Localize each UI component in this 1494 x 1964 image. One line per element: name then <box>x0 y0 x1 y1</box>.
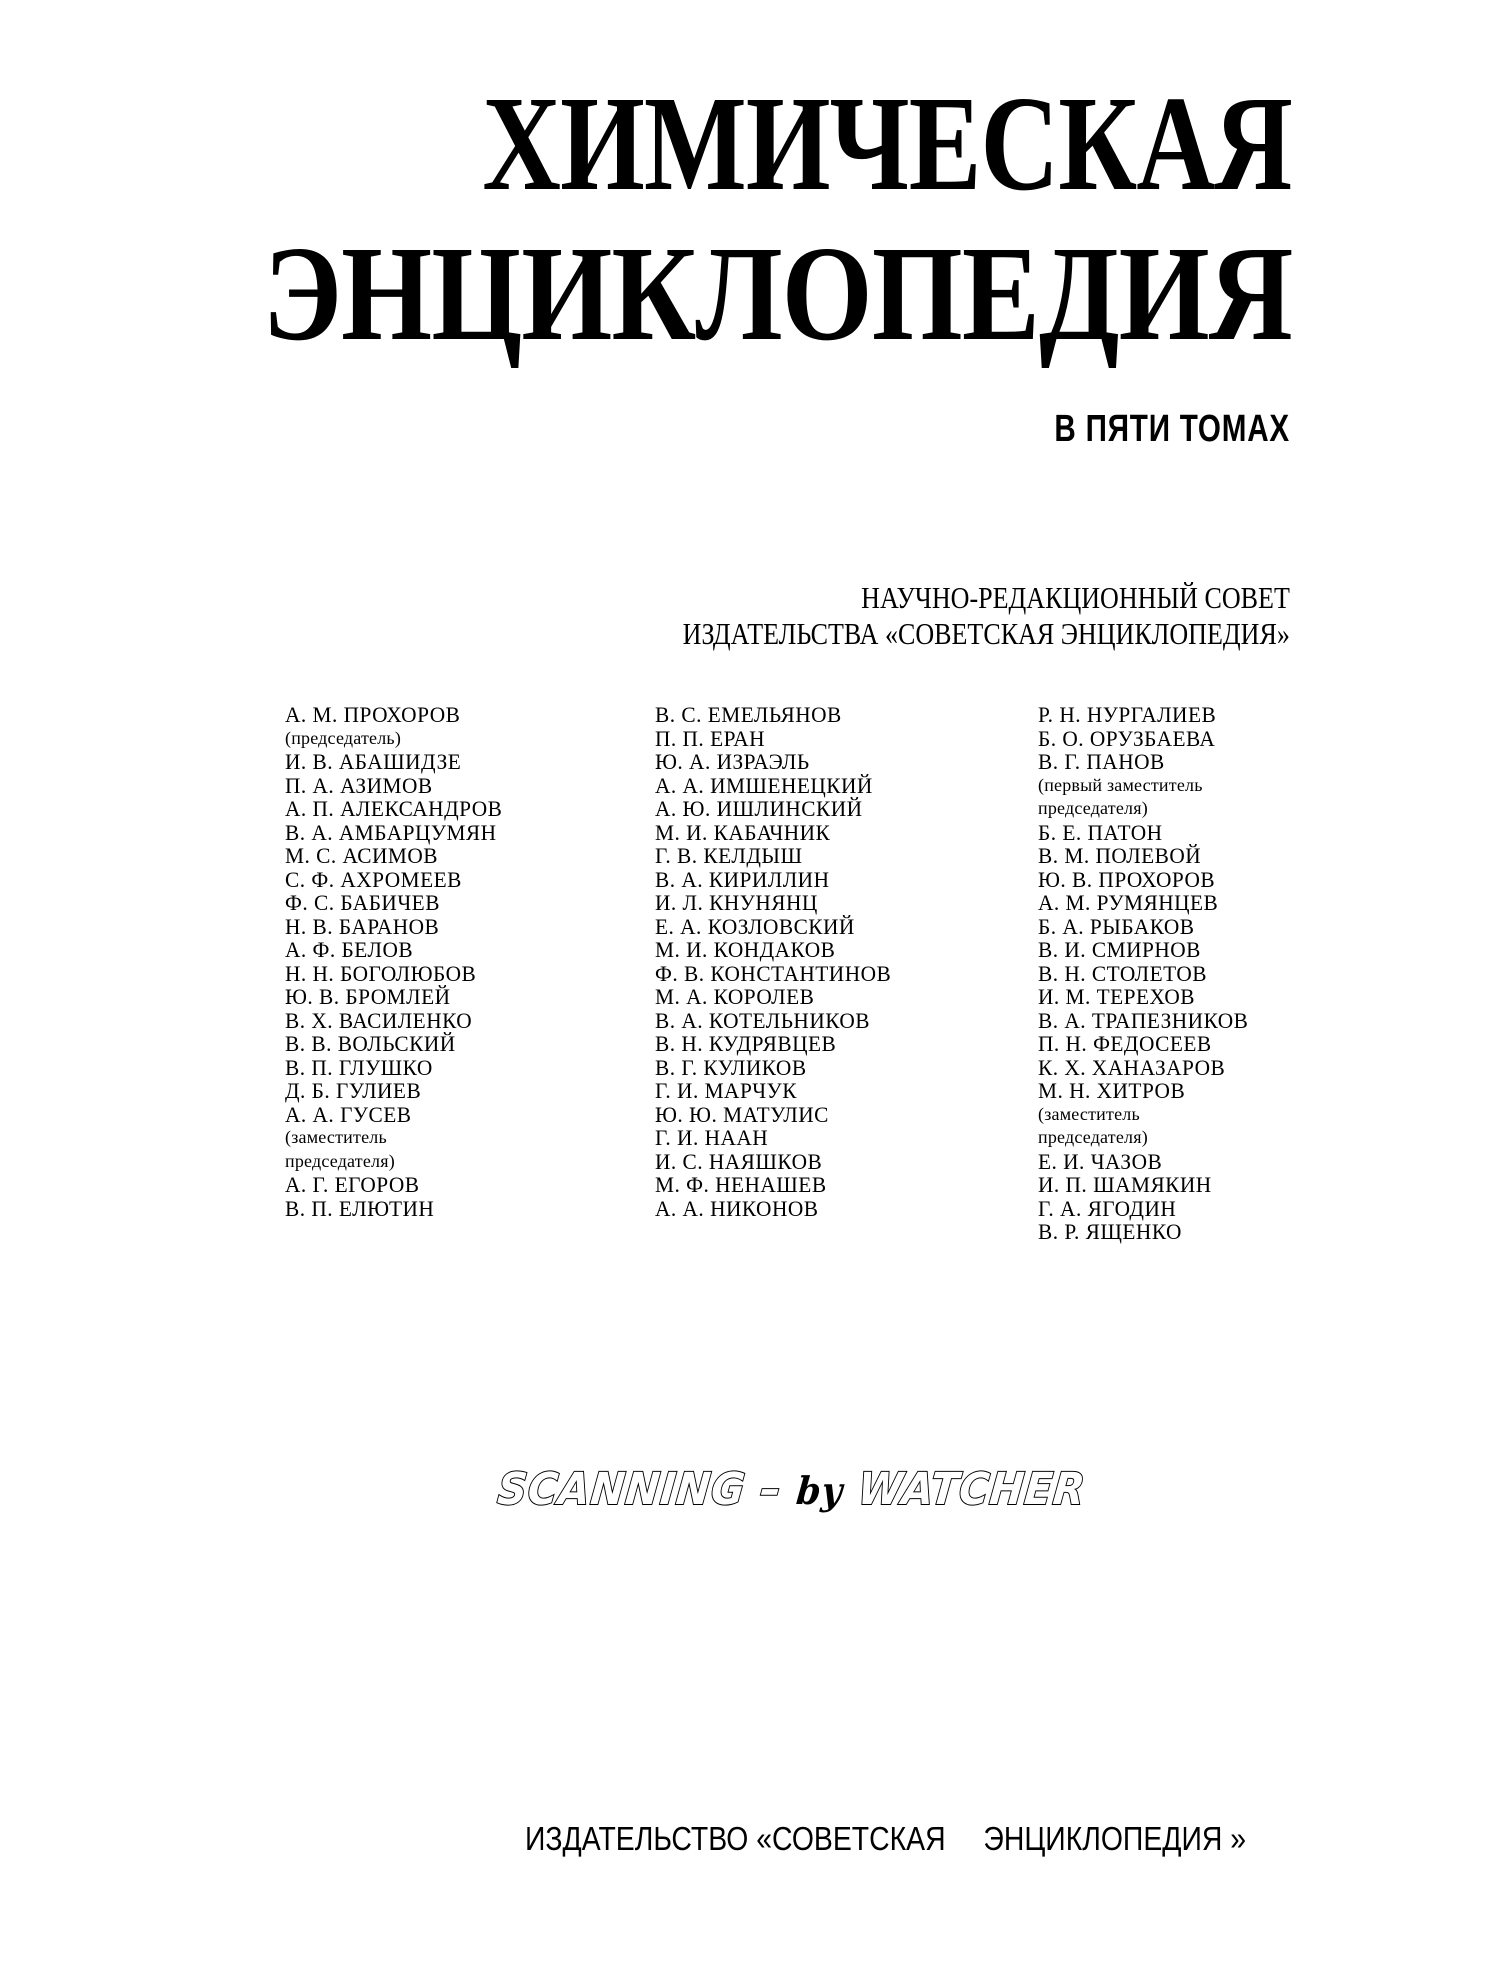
member-name: Е. И. ЧАЗОВ <box>1038 1148 1163 1174</box>
member-name: И. Л. КНУНЯНЦ <box>655 890 818 915</box>
member-name: И. В. АБАШИДЗЕ <box>285 749 462 774</box>
member-name: М. Н. ХИТРОВ <box>1038 1078 1186 1103</box>
member-name: В. А. КИРИЛЛИН <box>655 866 830 892</box>
member-role-note: председателя) <box>1038 1127 1148 1147</box>
volumes-subtitle: В ПЯТИ ТОМАХ <box>1054 408 1290 450</box>
title-line-1: ХИМИЧЕСКАЯ <box>482 69 1292 219</box>
member-name: М. И. КАБАЧНИК <box>655 819 831 845</box>
member-name: В. Р. ЯЩЕНКО <box>1038 1219 1182 1244</box>
member-name: В. А. КОТЕЛЬНИКОВ <box>655 1007 871 1033</box>
member-name: Н. В. БАРАНОВ <box>285 913 440 939</box>
title-line-2: ЭНЦИКЛОПЕДИЯ <box>262 219 1292 369</box>
member-name: Г. И. МАРЧУК <box>655 1078 797 1103</box>
member-name: В. М. ПОЛЕВОЙ <box>1038 843 1202 868</box>
member-name: В. П. ГЛУШКО <box>285 1054 433 1080</box>
member-name: Д. Б. ГУЛИЕВ <box>285 1078 422 1103</box>
members-column-3 <box>1038 703 1255 1244</box>
members-column-2 <box>655 703 899 1220</box>
member-name: А. А. ИМШЕНЕЦКИЙ <box>655 772 873 798</box>
member-role-note: председателя) <box>1038 798 1148 818</box>
member-name: К. Х. ХАНАЗАРОВ <box>1038 1054 1226 1080</box>
member-name: А. Ф. БЕЛОВ <box>285 937 414 962</box>
member-name: А. П. АЛЕКСАНДРОВ <box>285 796 503 821</box>
council-heading-line-2: ИЗДАТЕЛЬСТВА «СОВЕТСКАЯ ЭНЦИКЛОПЕДИЯ» <box>682 616 1290 651</box>
member-name: А. А. НИКОНОВ <box>655 1195 819 1221</box>
scan-credit-by: by <box>794 1468 846 1513</box>
member-name: Г. И. НААН <box>655 1125 769 1150</box>
member-name: И. П. ШАМЯКИН <box>1038 1172 1212 1197</box>
scan-credit <box>495 1464 1088 1515</box>
member-name: В. С. ЕМЕЛЬЯНОВ <box>655 702 842 727</box>
publisher-part-1: ИЗДАТЕЛЬСТВО «СОВЕТСКАЯ <box>525 1820 946 1857</box>
member-name: М. С. АСИМОВ <box>285 843 438 868</box>
publisher-part-2: ЭНЦИКЛОПЕДИЯ » <box>983 1820 1247 1857</box>
scan-credit-part-1: SCANNING – <box>495 1464 800 1515</box>
member-name: Ю. А. ИЗРАЭЛЬ <box>655 749 810 774</box>
member-name: М. А. КОРОЛЕВ <box>655 984 815 1009</box>
member-name: И. М. ТЕРЕХОВ <box>1038 984 1195 1009</box>
member-name: В. П. ЕЛЮТИН <box>285 1195 435 1221</box>
member-name: В. Н. СТОЛЕТОВ <box>1038 960 1208 986</box>
member-name: Ю. В. ПРОХОРОВ <box>1038 866 1216 892</box>
member-name: В. И. СМИРНОВ <box>1038 937 1201 962</box>
member-name: Г. А. ЯГОДИН <box>1038 1195 1177 1221</box>
member-name: Ю. Ю. МАТУЛИС <box>655 1101 829 1127</box>
members-column-1 <box>285 703 509 1220</box>
member-name: В. Х. ВАСИЛЕНКО <box>285 1007 473 1033</box>
publisher-imprint <box>525 1822 1246 1855</box>
member-name: В. Н. КУДРЯВЦЕВ <box>655 1031 837 1056</box>
member-name: А. Г. ЕГОРОВ <box>285 1172 420 1197</box>
member-name: М. Ф. НЕНАШЕВ <box>655 1172 827 1197</box>
member-name: В. А. АМБАРЦУМЯН <box>285 819 497 845</box>
member-role-note: (заместитель <box>1038 1103 1140 1124</box>
member-name: Ф. В. КОНСТАНТИНОВ <box>655 960 892 986</box>
member-role-note: (председатель) <box>285 727 402 748</box>
member-name: Ф. С. БАБИЧЕВ <box>285 890 440 915</box>
member-name: В. А. ТРАПЕЗНИКОВ <box>1038 1007 1249 1033</box>
member-name: А. А. ГУСЕВ <box>285 1101 412 1127</box>
council-heading-line-1: НАУЧНО-РЕДАКЦИОННЫЙ СОВЕТ <box>861 580 1290 615</box>
member-name: М. И. КОНДАКОВ <box>655 937 836 962</box>
member-name: Г. В. КЕЛДЫШ <box>655 843 803 868</box>
member-name: Б. А. РЫБАКОВ <box>1038 913 1195 939</box>
member-name: Н. Н. БОГОЛЮБОВ <box>285 960 477 986</box>
member-name: А. М. ПРОХОРОВ <box>285 702 461 727</box>
member-name: Б. О. ОРУЗБАЕВА <box>1038 725 1216 751</box>
member-name: А. Ю. ИШЛИНСКИЙ <box>655 796 863 821</box>
member-role-note: председателя) <box>285 1150 395 1171</box>
council-heading <box>683 580 1290 652</box>
member-name: Е. А. КОЗЛОВСКИЙ <box>655 913 855 939</box>
member-role-note: (заместитель <box>285 1127 387 1147</box>
member-name: А. М. РУМЯНЦЕВ <box>1038 890 1219 915</box>
member-role-note: (первый заместитель <box>1038 774 1203 795</box>
scan-credit-part-3: WATCHER <box>840 1464 1088 1515</box>
member-name: И. С. НАЯШКОВ <box>655 1148 823 1174</box>
member-name: П. П. ЕРАН <box>655 725 766 751</box>
member-name: П. А. АЗИМОВ <box>285 772 433 798</box>
member-name: Б. Е. ПАТОН <box>1038 819 1163 845</box>
member-name: В. Г. КУЛИКОВ <box>655 1054 807 1080</box>
member-name: Ю. В. БРОМЛЕЙ <box>285 984 451 1009</box>
member-name: В. Г. ПАНОВ <box>1038 749 1165 774</box>
member-name: В. В. ВОЛЬСКИЙ <box>285 1031 456 1056</box>
member-name: Р. Н. НУРГАЛИЕВ <box>1038 702 1217 727</box>
member-name: П. Н. ФЕДОСЕЕВ <box>1038 1031 1212 1056</box>
member-name: С. Ф. АХРОМЕЕВ <box>285 866 462 892</box>
